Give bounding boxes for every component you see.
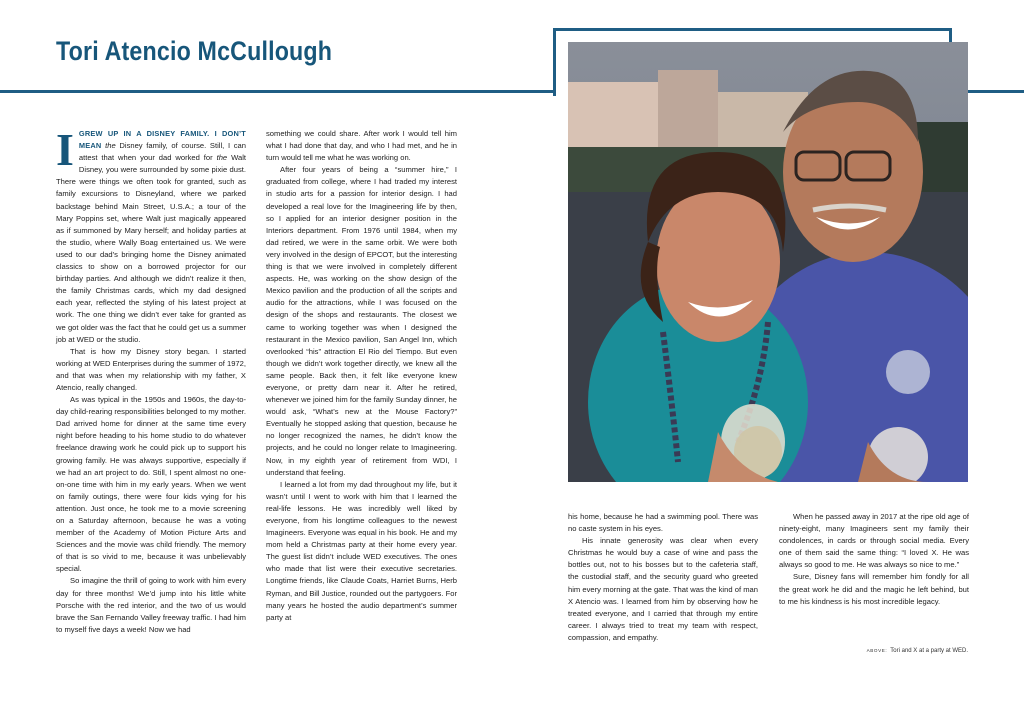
paragraph: his home, because he had a swimming pool. There was no caste system in his eyes.: [568, 512, 758, 534]
paragraph: Sure, Disney fans will remember him fondly for all the great work he did and the magic he left behind, but to me his kindness is his most incredible legacy.: [779, 572, 969, 606]
drop-cap: I: [56, 124, 74, 175]
text-column-3: [568, 511, 758, 644]
paragraph: I learned a lot from my dad throughout my life, but it wasn’t until I went to work with him that I learned the real-life lessons. He was incredibly well liked by everyone, from his longtime colleagues to the newest Imagineers. Everyone was equal in his book. He and my mom held a Christmas party at their home every year. The guest list didn’t include WED executives. The ones who made that list were their executive secretaries. Longtime friends, like Claude Coats, Harriet Burns, Herb Ryman, and Bill Justice, rounded out the partygoers. For many years he hosted the audio department’s summer party at: [266, 479, 457, 622]
photo-caption: [867, 648, 968, 654]
text-column-4: [779, 511, 969, 608]
paragraph: something we could share. After work I would tell him what I had done that day, and who I had met, and he in turn would tell me what he was working on.: [266, 129, 457, 163]
emphasis: the: [105, 141, 116, 151]
photo-of-tori-and-x-at-party: [568, 42, 968, 482]
lead-in: GREW UP IN A DISNEY FAMILY. I DON’T MEAN: [78, 129, 246, 151]
paragraph: When he passed away in 2017 at the ripe old age of ninety-eight, many Imagineers sent my family their condolences, in cards or through social media. Every one of them said the same thing: “I loved X. He was always so good to me. He was always so nice to me.”: [779, 512, 969, 570]
caption-label: ABOVE:: [866, 648, 888, 653]
title-rule-left: [0, 90, 556, 93]
paragraph-text: Walt Disney, you were surrounded by some pixie dust. There were things we often took for granted, such as family excursions to Disneyland, where we parked backstage behind Main Street, U.S.A.; a tour of the Mary Poppins set, where Walt just magically appeared as if summoned by Mary herself; and holiday parties at the studio, where Wally Boag entertained us. We were used to our dad’s bringing home the Disney animated classics to show on a borrowed projector for our birthday parties. And although we didn’t realize it then, the family Christmas cards, which my dad designed each year, reflected the styling of his latest project at work. The one thing we didn’t ever take for granted as we got older was the fact that he could get us a summer job at WED or the studio.: [56, 153, 246, 344]
paragraph: That is how my Disney story began. I started working at WED Enterprises during the summer of 1972, and that was when my relationship with my father, X Atencio, really changed.: [56, 346, 246, 392]
page-title: Tori Atencio McCullough: [56, 36, 333, 66]
paragraph: As was typical in the 1950s and 1960s, the day-to-day child-rearing responsibilities belonged to my mother. Dad arrived home for dinner at the same time every night before heading to his home studio to do whatever freelance drawing work he could pick up to support his growing family. He was always supportive, especially if we had an art project to do. Still, I spent almost no one-on-one time with him in my early years. When we went on family outings, there were four kids vying for his attention. Just once, he took me to a movie screening on a Saturday afternoon, because he was a voting member of the Academy of Motion Picture Arts and Sciences and the movie was child friendly. The memory of that is so vivid to me, because it was unbelievably special.: [56, 395, 246, 574]
paragraph: So imagine the thrill of going to work with him every day for three months! We’d jump into his little white Porsche with the red interior, and the two of us would brave the San Fernando Valley freeway traffic. I had him to myself five days a week! Now we had: [56, 576, 246, 634]
text-column-1: [56, 124, 246, 636]
paragraph: His innate generosity was clear when every Christmas he would buy a case of wine and pass the bottles out, not to his bosses but to the cafeteria staff, the custodial staff, and the security guard who greeted him every morning at the gate. That was the kind of man X Atencio was. I learned from him by observing how he treated everyone, and I carried that through my entire career. I always tried to treat my team with respect, compassion, and empathy.: [568, 536, 758, 642]
text-column-2: [266, 128, 457, 624]
title-rule-right: [968, 90, 1024, 93]
emphasis: the: [216, 153, 228, 163]
paragraph: [56, 124, 246, 346]
paragraph: After four years of being a “summer hire,” I graduated from college, where I had traded my interest in studio arts for a passion for interior design. I had developed a real love for the Imagineering life by then, so I applied for an interior designer position in the Interiors department. From 1976 until 1984, when my dad retired, we were in the same orbit. We were both very involved in the design of EPCOT, but the interesting thing is that we were involved in completely different aspects. He, was working on the show design of the Mexico pavilion and the production of all the scripts and audio for the attractions, while I was focused on the design of the shops and restaurants. The closest we came to working together was when I designed the restaurant in the Mexico pavilion, San Angel Inn, which overlooked “his” attraction El Rio del Tiempo. But even though we didn’t work together directly, we knew all the same people. Back then, it felt like everyone knew everyone, or pretty darn near it. After he retired, whenever we joined him for the family Sunday dinner, he would ask, “What’s new at the Mouse Factory?” Eventually he stopped asking that question, because he no longer recognized the names, he didn’t know the projects, and he could no longer relate to Imagineering. Now, in my eighth year of retirement from WDI, I understand that feeling.: [266, 165, 457, 477]
paragraph-text: Disney family, of course. Still, I can attest that when your dad worked for: [78, 141, 246, 163]
photo-illustration: [568, 42, 968, 482]
caption-text: Tori and X at a party at WED.: [890, 648, 968, 654]
